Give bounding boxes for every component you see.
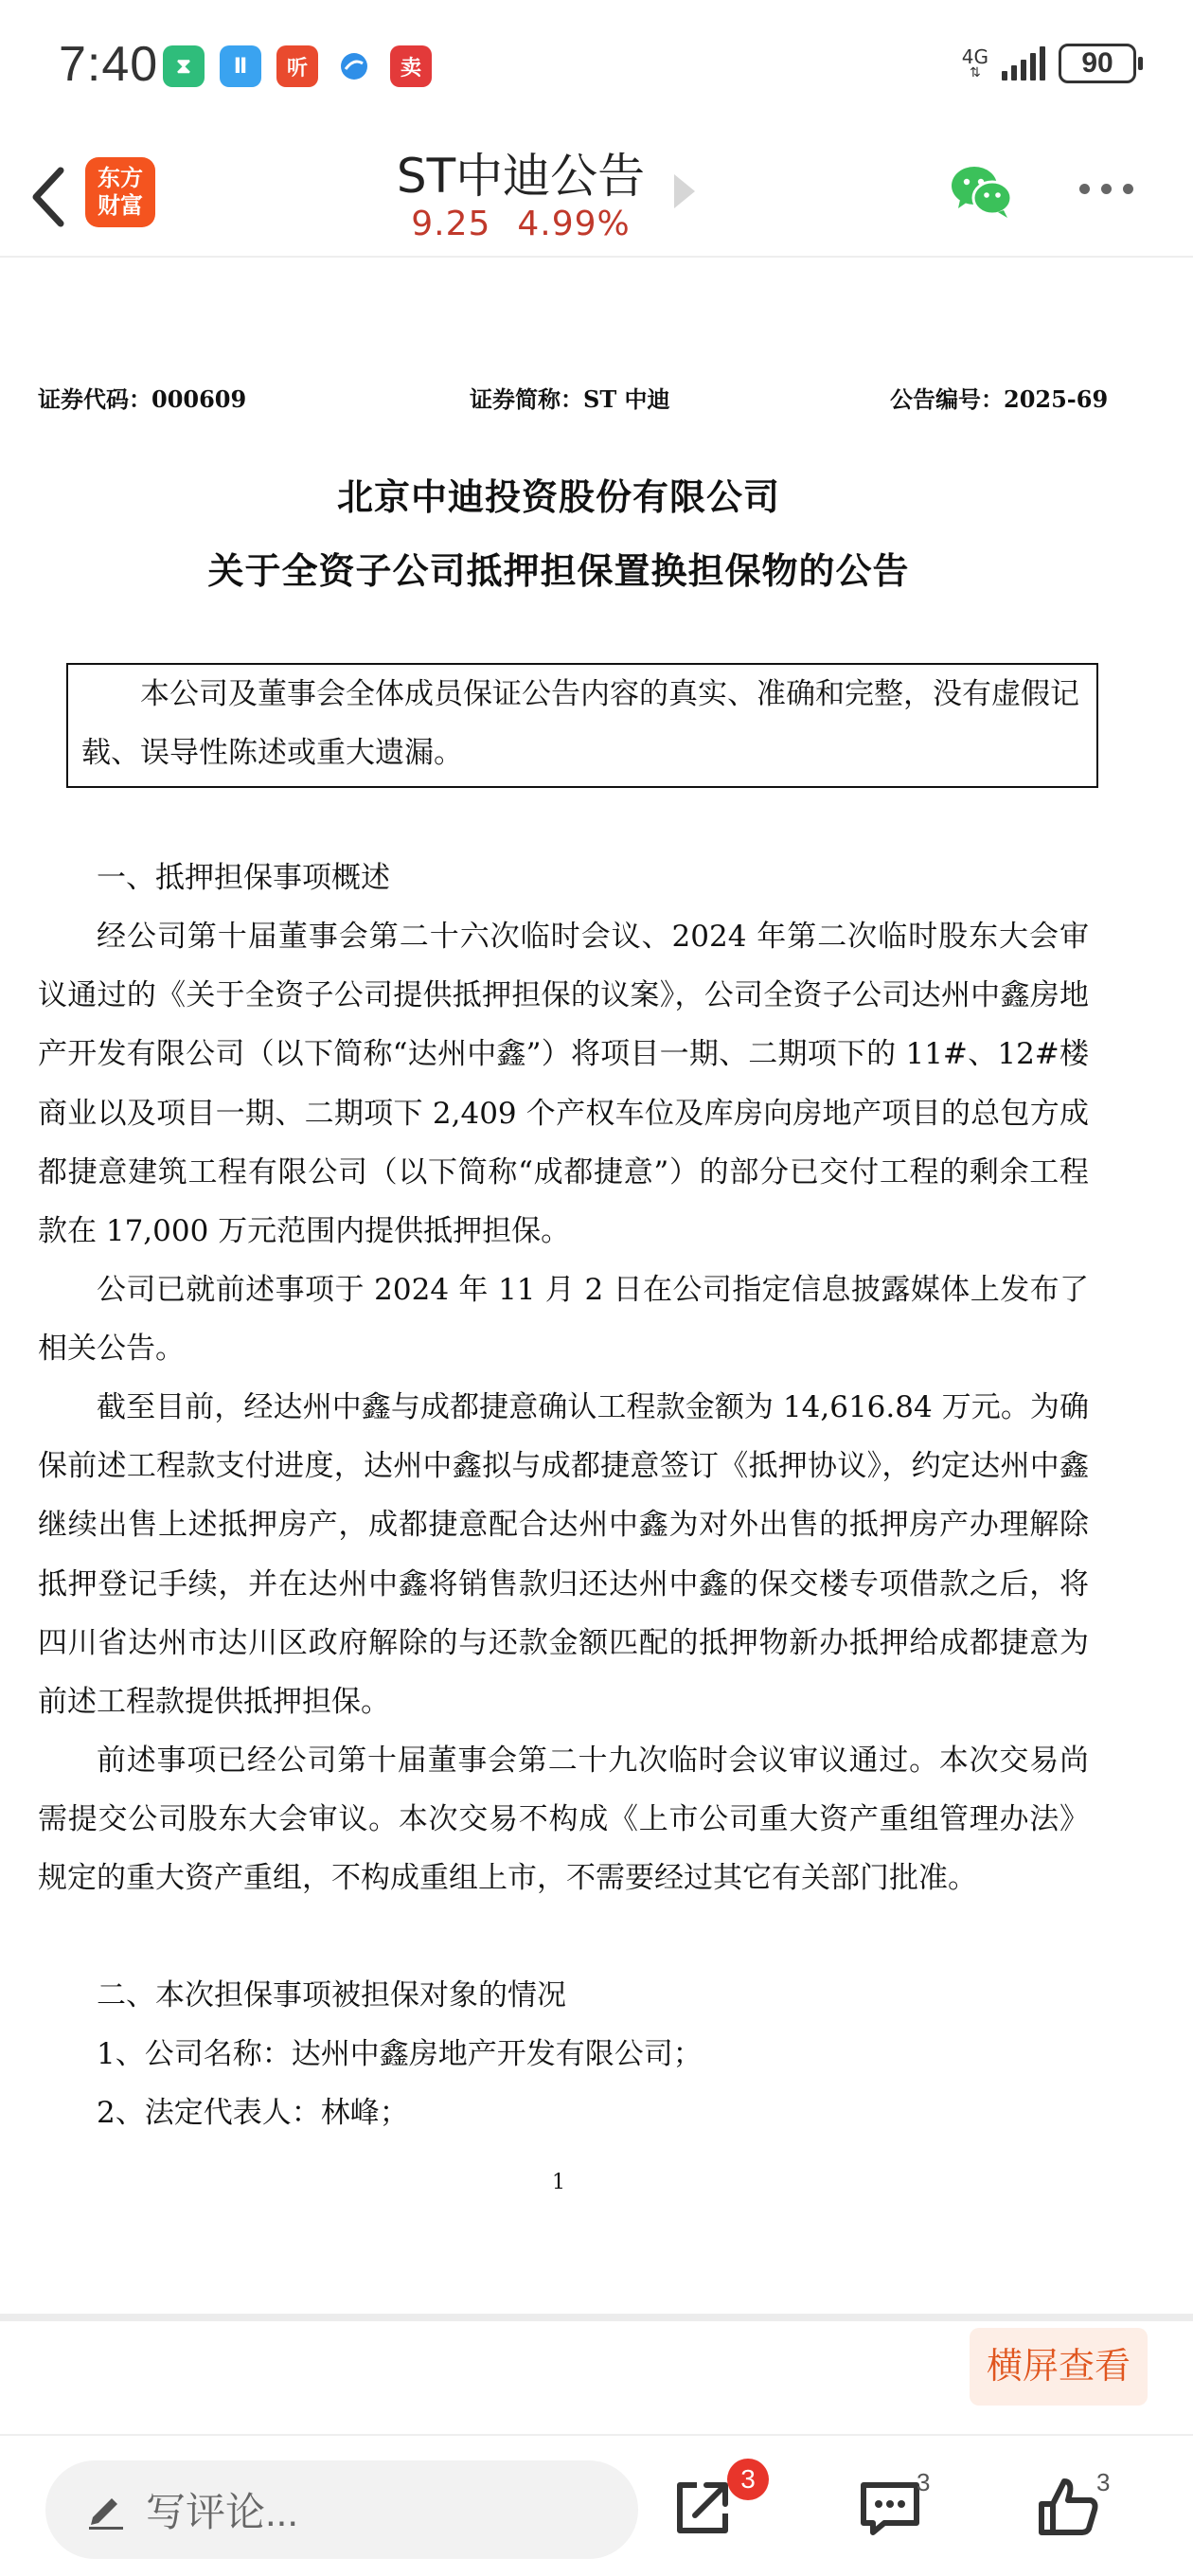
section-heading-1: 一、抵押担保事项概述 xyxy=(97,861,390,895)
status-app-icons xyxy=(163,45,432,87)
status-bar xyxy=(0,0,1193,133)
stock-price: 9.25 xyxy=(411,205,491,243)
network-type: 4G ⇅ xyxy=(961,45,988,80)
status-indicators xyxy=(962,44,1136,83)
page-title: ST中迪公告 xyxy=(396,149,646,204)
wechat-share-button[interactable] xyxy=(949,157,1017,225)
paragraph-approval: 前述事项已经公司第十届董事会第二十九次临时会议审议通过。本次交易尚需提交公司股东大会审议。本次交易不构成《上市公司重大资产重组管理办法》规定的重大资产重组，不构成重组上市，不需要经过其它有关部门批准。 xyxy=(38,1744,1089,1896)
wechat-icon xyxy=(949,157,1017,225)
share-button[interactable] xyxy=(668,2474,737,2542)
ting-app-icon: 听 xyxy=(276,45,318,87)
paragraph-current-status: 截至目前，经达州中鑫与成都捷意确认工程款金额为 14,616.84 万元。为确保前述工程款支付进度，达州中鑫拟与成都捷意签订《抵押协议》，约定达州中鑫继续出售上述抵押房产，成都捷意配合达州中鑫为对外出售的抵押房产办理解除抵押登记手续，并在达州中鑫将销售款归还达州中鑫的保交楼专项借款之后，将四川省达州市达川区政府解除的与还款金额匹配的抵押物新办抵押给成都捷意为前述工程款提供抵押担保。 xyxy=(38,1390,1089,1720)
security-short-name: 证券简称：ST 中迪 xyxy=(470,385,670,413)
comment-count: 3 xyxy=(917,2468,931,2496)
expand-triangle-icon[interactable] xyxy=(674,174,695,208)
more-dot-icon xyxy=(1123,184,1133,194)
paragraph-prior-notice: 公司已就前述事项于 2024 年 11 月 2 日在公司指定信息披露媒体上发布了相关公告。 xyxy=(38,1273,1089,1367)
legal-representative-item: 2、法定代表人：林峰； xyxy=(97,2096,409,2130)
more-options-button[interactable] xyxy=(1079,184,1133,194)
like-button[interactable] xyxy=(1034,2474,1102,2542)
board-statement-box: 本公司及董事会全体成员保证公告内容的真实、准确和完整，没有虚假记载、误导性陈述或重大遗漏。 xyxy=(66,663,1098,788)
back-button[interactable] xyxy=(21,161,78,233)
brand-logo[interactable]: 东方 财富 xyxy=(85,157,155,227)
hourglass-app-icon: ⧗ xyxy=(163,45,205,87)
share-icon xyxy=(668,2474,737,2542)
comments-button[interactable] xyxy=(856,2474,924,2542)
document-meta xyxy=(38,381,1109,419)
battery-level: 90 xyxy=(1081,47,1113,79)
divider xyxy=(0,2314,1193,2321)
announcement-document xyxy=(0,258,1193,2313)
more-dot-icon xyxy=(1101,184,1112,194)
security-code: 证券代码：000609 xyxy=(38,385,247,413)
like-count: 3 xyxy=(1096,2468,1111,2496)
share-badge: 3 xyxy=(727,2459,769,2500)
paragraph-overview: 经公司第十届董事会第二十六次临时会议、2024 年第二次临时股东大会审议通过的《关于全资子公司提供抵押担保的议案》，公司全资子公司达州中鑫房地产开发有限公司（以下简称“达州中鑫”）将项目一期、二期项下的 11#、12#楼商业以及项目一期、二期项下 2,409 个产权车位及库房向房地产项目的总包方成都捷意建筑工程有限公司（以下简称“成都捷意”）的部分已交付工程的剩余工程款在 17,000 万元范围内提供抵押担保。 xyxy=(38,920,1089,1249)
shop-app-icon: 卖 xyxy=(390,45,432,87)
comment-bubble-icon xyxy=(856,2474,924,2542)
page-number: 1 xyxy=(552,2171,565,2194)
thumbs-up-icon xyxy=(1034,2474,1102,2542)
bottom-action-bar xyxy=(0,2434,1193,2576)
battery-icon xyxy=(1059,44,1136,83)
pause-app-icon: Ⅱ xyxy=(220,45,261,87)
comment-placeholder: 写评论... xyxy=(146,2490,299,2534)
pencil-icon xyxy=(85,2489,127,2531)
stock-quote xyxy=(360,205,682,243)
document-title-company: 北京中迪投资股份有限公司 xyxy=(336,475,780,518)
status-time: 7:40 xyxy=(59,37,159,92)
globe-app-icon xyxy=(333,45,375,87)
app-header xyxy=(0,133,1193,258)
company-name-item: 1、公司名称：达州中鑫房地产开发有限公司； xyxy=(97,2037,703,2071)
back-arrow-icon xyxy=(21,161,78,233)
document-title-subject: 关于全资子公司抵押担保置换担保物的公告 xyxy=(207,549,910,592)
section-heading-2: 二、本次担保事项被担保对象的情况 xyxy=(97,1978,566,2012)
landscape-view-button[interactable]: 横屏查看 xyxy=(970,2328,1148,2406)
more-dot-icon xyxy=(1079,184,1090,194)
stock-change: 4.99% xyxy=(517,205,631,243)
comment-input[interactable] xyxy=(45,2460,638,2559)
notice-number: 公告编号：2025-69 xyxy=(890,385,1109,413)
signal-icon xyxy=(1002,46,1045,80)
